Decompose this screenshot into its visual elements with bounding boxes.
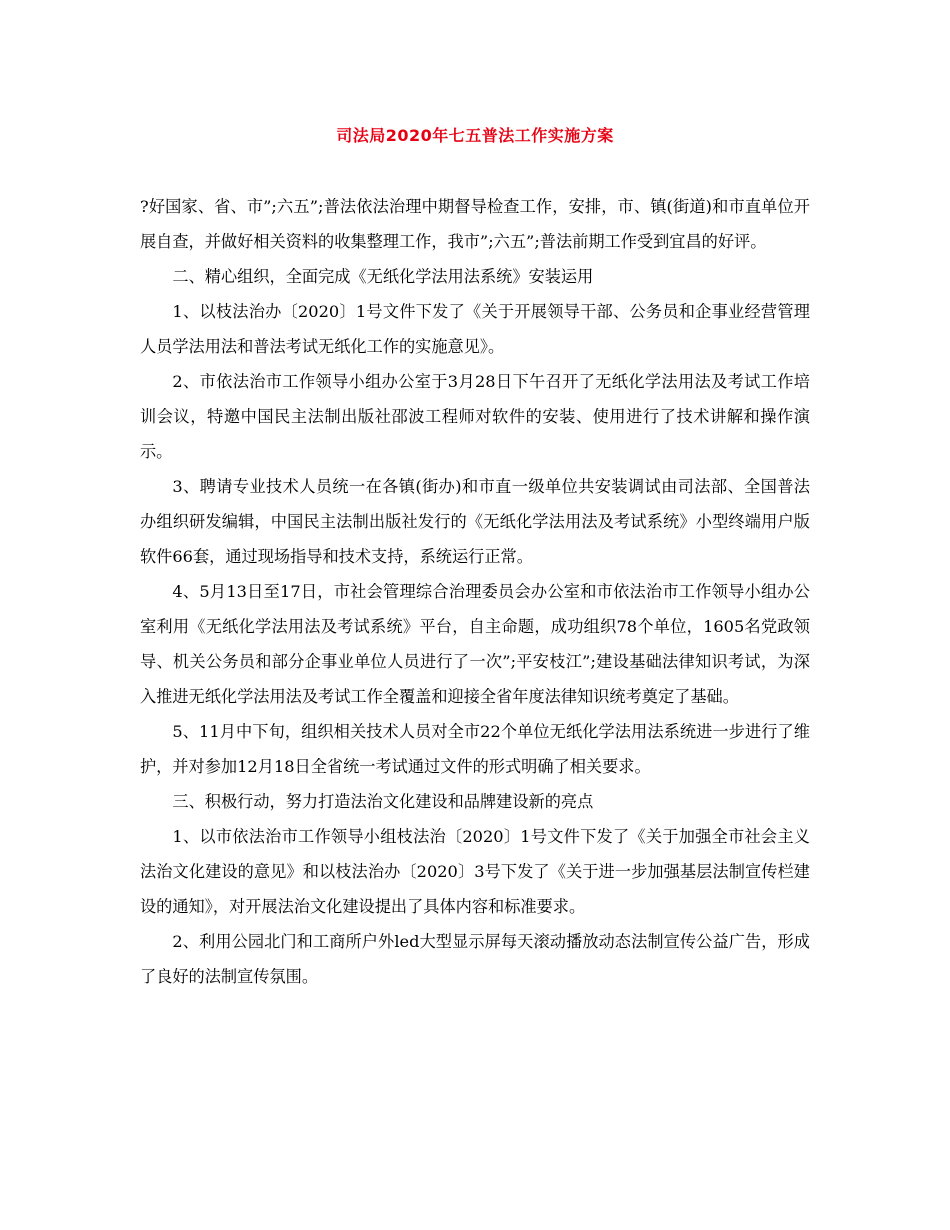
paragraph: 1、以市依法治市工作领导小组枝法治〔2020〕1号文件下发了《关于加强全市社会主义法治文化建设的意见》和以枝法治办〔2020〕3号下发了《关于进一步加强基层法制宣传栏建设的通知》，对开展法治文化建设提出了具体内容和标准要求。 (140, 827, 810, 916)
paragraph: 2、市依法治市工作领导小组办公室于3月28日下午召开了无纸化学法用法及考试工作培训会议，特邀中国民主法制出版社邵波工程师对软件的安装、使用进行了技术讲解和操作演示。 (140, 372, 810, 461)
document-body (140, 189, 810, 994)
paragraph: ?好国家、省、市”;六五”;普法依法治理中期督导检查工作，安排，市、镇(街道)和市直单位开展自查，并做好相关资料的收集整理工作，我市”;六五”;普法前期工作受到宜昌的好评。 (140, 197, 810, 251)
section-heading: 二、精心组织，全面完成《无纸化学法用法系统》安装运用 (172, 267, 594, 286)
paragraph: 5、11月中下旬，组织相关技术人员对全市22个单位无纸化学法用法系统进一步进行了维护，并对参加12月18日全省统一考试通过文件的形式明确了相关要求。 (140, 722, 810, 776)
paragraph: 4、5月13日至17日，市社会管理综合治理委员会办公室和市依法治市工作领导小组办公室利用《无纸化学法用法及考试系统》平台，自主命题，成功组织78个单位，1605名党政领导、机关公务员和部分企事业单位人员进行了一次”;平安枝江”;建设基础法律知识考试，为深入推进无纸化学法用法及考试工作全覆盖和迎接全省年度法律知识统考奠定了基础。 (140, 582, 810, 706)
paragraph: 1、以枝法治办〔2020〕1号文件下发了《关于开展领导干部、公务员和企事业经营管理人员学法用法和普法考试无纸化工作的实施意见》。 (140, 302, 810, 356)
section-heading: 三、积极行动，努力打造法治文化建设和品牌建设新的亮点 (172, 792, 594, 811)
paragraph: 3、聘请专业技术人员统一在各镇(街办)和市直一级单位共安装调试由司法部、全国普法办组织研发编辑，中国民主法制出版社发行的《无纸化学法用法及考试系统》小型终端用户版软件66套，通过现场指导和技术支持，系统运行正常。 (140, 477, 810, 566)
paragraph: 2、利用公园北门和工商所户外led大型显示屏每天滚动播放动态法制宣传公益广告，形成了良好的法制宣传氛围。 (140, 932, 810, 986)
document-title: 司法局2020年七五普法工作实施方案 (336, 126, 614, 145)
